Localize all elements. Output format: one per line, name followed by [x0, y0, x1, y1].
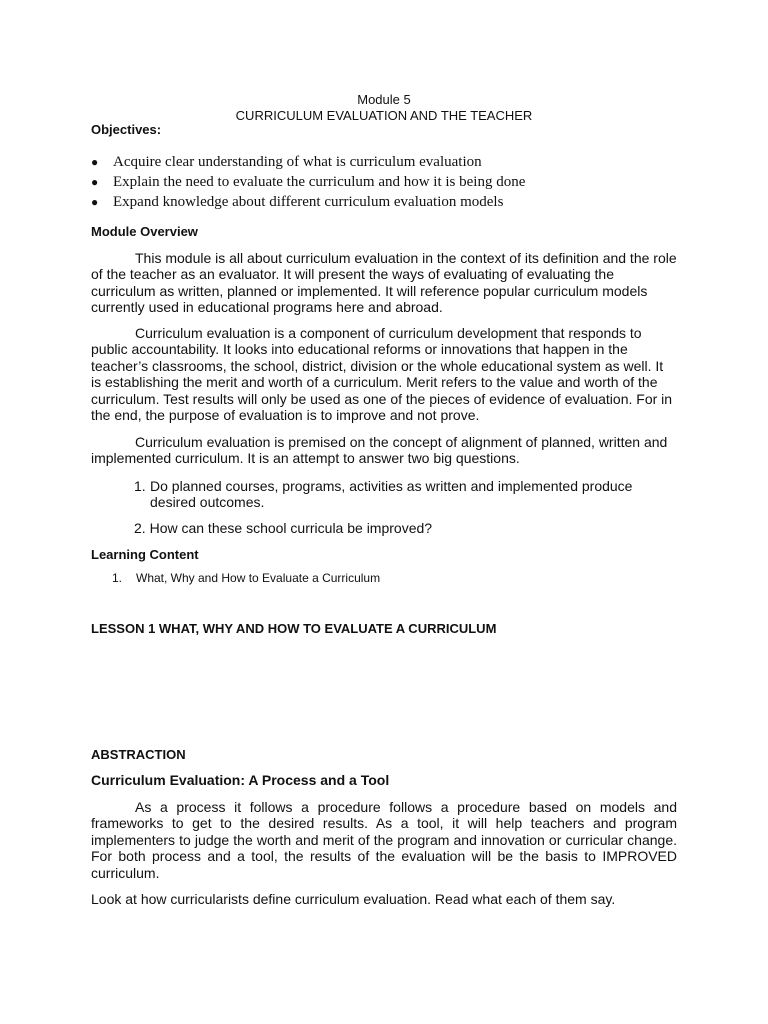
item-text: What, Why and How to Evaluate a Curriculum	[136, 571, 381, 585]
paragraph-text: As a process it follows a procedure follows a procedure based on models and frameworks to get to the desired results. As a tool, it will help teachers and program implementers to judge the worth and merit of the program and innovation or curricular change. For both process and a tool, the results of the evaluation will be the basis to IMPROVED curriculum.	[91, 799, 677, 881]
abstraction-paragraph	[91, 891, 677, 907]
module-overview-heading: Module Overview	[91, 224, 198, 239]
objective-text: Expand knowledge about different curriculum evaluation models	[113, 194, 504, 210]
overview-paragraph	[91, 434, 677, 467]
question-text: How can these school curricula be improved?	[149, 520, 433, 536]
objective-item	[91, 152, 711, 172]
paragraph-text: Look at how curricularists define curriculum evaluation. Read what each of them say.	[91, 891, 616, 907]
abstraction-heading: ABSTRACTION	[91, 747, 186, 762]
objectives-list	[91, 152, 711, 212]
lesson-heading: LESSON 1 WHAT, WHY AND HOW TO EVALUATE A CURRICULUM	[91, 621, 497, 636]
bullet-icon: ●	[91, 195, 99, 209]
paragraph-text: Curriculum evaluation is a component of curriculum development that responds to public accountability. It looks into educational reforms or innovations that happen in the teacher’s classrooms, the school, district, division or the whole educational system as well. It is establishing the merit and worth of a curriculum. Merit refers to the value and worth of the curriculum. Test results will only be used as one of the pieces of evidence of evaluation. For in the end, the purpose of evaluation is to improve and not prove.	[91, 325, 673, 424]
question-number: 2.	[134, 520, 146, 536]
overview-paragraph	[91, 325, 677, 423]
objective-item	[91, 172, 711, 192]
abstraction-paragraph	[91, 799, 677, 881]
bullet-icon: ●	[91, 155, 99, 169]
overview-paragraph	[91, 250, 677, 316]
paragraph-text: Curriculum evaluation is premised on the concept of alignment of planned, written and implemented curriculum. It is an attempt to answer two big questions.	[91, 434, 668, 467]
paragraph-text: This module is all about curriculum evaluation in the context of its definition and the role of the teacher as an evaluator. It will present the ways of evaluating of evaluating the curriculum as written, planned or implemented. It will reference popular curriculum models currently used in educational programs here and abroad.	[91, 250, 677, 316]
objectives-heading: Objectives:	[91, 122, 162, 137]
objective-text: Acquire clear understanding of what is curriculum evaluation	[113, 154, 482, 170]
item-number: 1.	[112, 571, 123, 585]
objective-text: Explain the need to evaluate the curriculum and how it is being done	[113, 174, 526, 190]
bullet-icon: ●	[91, 175, 99, 189]
module-title: CURRICULUM EVALUATION AND THE TEACHER	[235, 108, 533, 123]
learning-content-item	[112, 571, 380, 586]
module-number: Module 5	[357, 92, 411, 107]
learning-content-heading: Learning Content	[91, 547, 199, 562]
question-item	[134, 478, 679, 511]
question-text: Do planned courses, programs, activities as written and implemented produce desired outcomes.	[150, 478, 633, 511]
question-number: 1.	[134, 478, 146, 494]
abstraction-subheading: Curriculum Evaluation: A Process and a Tool	[91, 772, 390, 788]
question-item	[134, 520, 432, 536]
objective-item	[91, 192, 711, 212]
